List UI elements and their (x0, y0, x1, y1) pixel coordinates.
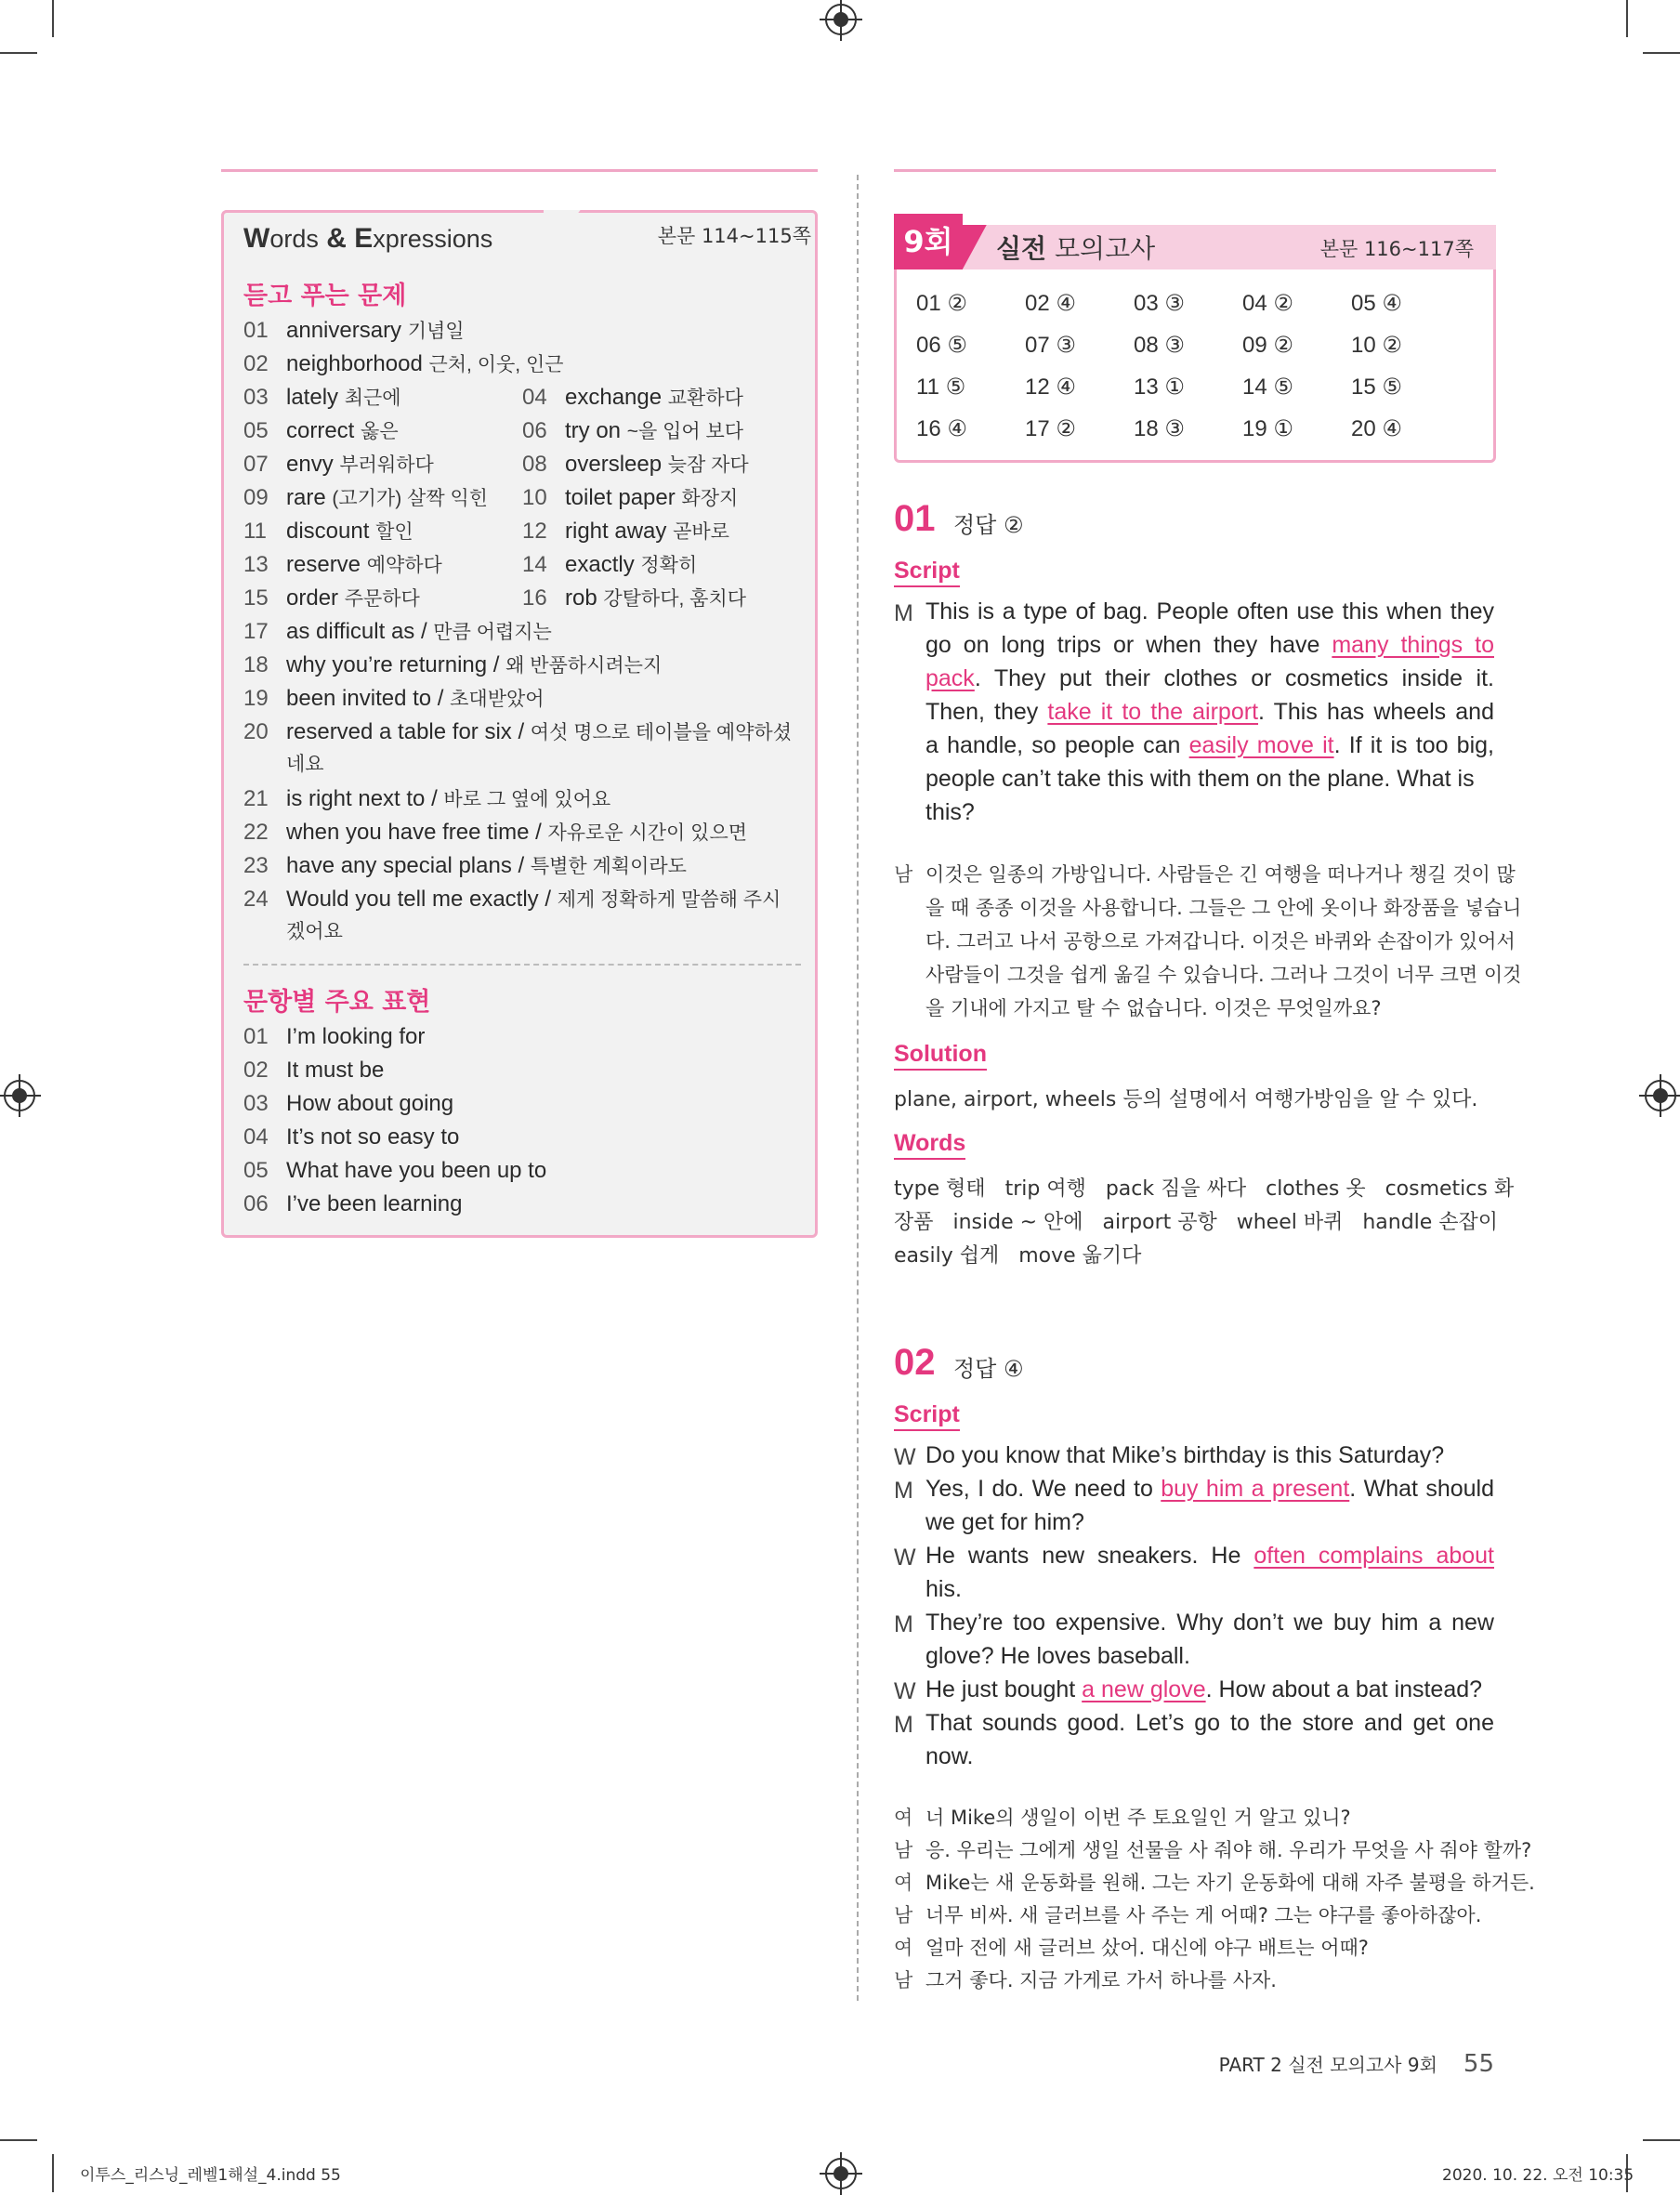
crop-mark (1643, 2139, 1680, 2141)
answer-item: 12 ④ (1025, 375, 1076, 400)
word-item-english: try on (565, 418, 622, 443)
script-text-segment: now. (925, 1743, 974, 1769)
answer-item: 15 ⑤ (1351, 375, 1402, 400)
script-text-segment: . How about a bat instead? (1205, 1676, 1483, 1702)
script-line (925, 729, 1494, 762)
word-item-number: 06 (522, 418, 547, 443)
top-rule (221, 169, 818, 172)
script-line (925, 628, 1494, 662)
highlighted-phrase: take it to the airport (1047, 699, 1259, 725)
korean-text: 얼마 전에 새 글러브 샀어. 대신에 야구 배트는 어때? (925, 1937, 1369, 1959)
word-item-number: 09 (243, 485, 269, 510)
speaker-label: W (894, 1544, 916, 1571)
answer-item: 01 ② (916, 291, 967, 316)
word-item-number: 08 (522, 452, 547, 477)
script-text-segment: . What should (1349, 1476, 1494, 1502)
word-item-korean: 옳은 (361, 421, 399, 442)
word-item-number: 11 (243, 519, 267, 544)
answer-box-title: 실전 모의고사 (996, 233, 1156, 264)
word-item-number: 19 (243, 686, 269, 711)
expression-item (243, 1058, 384, 1084)
print-slug-date: 2020. 10. 22. 오전 10:35 (1442, 2166, 1634, 2185)
expression-number: 03 (243, 1091, 269, 1116)
script-line (925, 762, 1494, 795)
answer-item: 19 ① (1242, 416, 1293, 441)
answer-item: 08 ③ (1134, 333, 1185, 358)
script-line (925, 662, 1494, 695)
speaker-label: M (894, 1478, 913, 1504)
word-item-korean: 제게 정확하게 말씀해 주시 (557, 889, 781, 911)
expression-number: 01 (243, 1024, 269, 1049)
word-item-number: 03 (243, 385, 269, 410)
expression-item (243, 1024, 425, 1050)
expression-item (243, 1124, 459, 1150)
badge-notch (963, 225, 987, 269)
expression-item (243, 1158, 546, 1184)
word-item-number: 22 (243, 820, 269, 845)
korean-line: 이것은 일종의 가방입니다. 사람들은 긴 여행을 떠나거나 챙길 것이 많 (925, 863, 1516, 886)
word-item-english: correct (286, 418, 355, 443)
word-item-korean: (고기가) 살짝 익힌 (332, 488, 489, 509)
script-text-segment: Do you know that Mike’s birthday is this Saturday? (925, 1442, 1445, 1468)
highlighted-phrase: a new glove (1082, 1676, 1206, 1702)
word-item-english: lately (286, 385, 339, 410)
word-item-korean: 교환하다 (667, 388, 743, 409)
section-title-expressions: 문항별 주요 표현 (243, 988, 431, 1017)
word-item-korean: 강탈하다, 훔치다 (603, 588, 747, 610)
script-line (925, 1472, 1494, 1505)
word-item (522, 416, 743, 444)
word-item-english: rob (565, 585, 597, 611)
korean-speaker-label: 남 (894, 1839, 913, 1861)
script-text-segment: . If it is too big, (1333, 732, 1494, 758)
korean-line: 을 기내에 가지고 탈 수 없습니다. 이것은 무엇일까요? (925, 997, 1382, 1019)
expression-text: It’s not so easy to (286, 1124, 460, 1150)
word-item-number: 13 (243, 552, 269, 577)
word-item-english: when you have free time / (286, 820, 548, 845)
word-item-english: discount (286, 519, 370, 544)
script-text-segment: Yes, I do. We need to (925, 1476, 1162, 1502)
korean-speaker-label: 남 (894, 1904, 913, 1926)
test-number-badge: 9회 (894, 214, 963, 269)
word-item (522, 483, 738, 511)
word-item-korean: 자유로운 시간이 있으면 (547, 822, 748, 844)
word-item-english: neighborhood (286, 351, 423, 376)
korean-speaker-label: 남 (894, 1969, 913, 1991)
words-line: type 형태 trip 여행 pack 짐을 싸다 clothes 옷 cosmetics 화 (894, 1177, 1515, 1201)
word-item (522, 450, 749, 478)
word-item-number: 01 (243, 318, 269, 343)
script-line (925, 1639, 1494, 1673)
answer-item: 07 ③ (1025, 333, 1076, 358)
registration-mark-icon (1645, 1080, 1676, 1111)
answer-item: 18 ③ (1134, 416, 1185, 441)
word-item (243, 885, 781, 913)
word-item-english: oversleep (565, 452, 663, 477)
page-footer: PART 2 실전 모의고사 9회 55 (1218, 2050, 1494, 2078)
word-item-korean: 특별한 계획이라도 (530, 856, 687, 877)
word-item-korean: 바로 그 옆에 있어요 (443, 789, 611, 810)
words-panel-tab-slant (544, 210, 581, 258)
question-answer: 정답 ④ (953, 1356, 1024, 1382)
section-title-listening: 듣고 푸는 문제 (243, 282, 407, 310)
question-answer: 정답 ② (953, 512, 1024, 538)
word-item-number: 05 (243, 418, 269, 443)
script-text-segment: That sounds good. Let’s go to the store and get one (925, 1710, 1494, 1736)
korean-line: 사람들이 그것을 쉽게 옮길 수 있습니다. 그러나 그것이 너무 크면 이것 (925, 964, 1522, 986)
word-item (243, 617, 552, 645)
word-item (522, 584, 746, 611)
korean-line (894, 1803, 1351, 1831)
word-item (243, 651, 662, 678)
word-item (243, 684, 545, 712)
word-item-number: 16 (522, 585, 547, 611)
word-item-number: 02 (243, 351, 269, 376)
expression-item (243, 1191, 462, 1217)
word-item-continuation (286, 916, 343, 944)
highlighted-phrase: buy him a present (1161, 1476, 1350, 1502)
korean-line (894, 1835, 1531, 1863)
word-item-english: as difficult as / (286, 619, 434, 644)
script-text-segment: . They put their clothes or cosmetics inside it. (974, 665, 1494, 691)
words-label: Words (894, 1130, 965, 1157)
answer-item: 20 ④ (1351, 416, 1402, 441)
script-line (925, 1740, 1494, 1773)
speaker-label: W (894, 1678, 916, 1704)
script-label: Script (894, 558, 960, 585)
word-item-english: is right next to / (286, 786, 444, 811)
words-panel-page-ref: 본문 114~115쪽 (657, 225, 811, 247)
speaker-label: W (894, 1444, 916, 1470)
word-item-english: Would you tell me exactly / (286, 887, 558, 912)
korean-line (894, 1868, 1535, 1896)
script-line (925, 1673, 1494, 1706)
word-item (243, 316, 465, 344)
word-item-english: reserve (286, 552, 361, 577)
word-item (243, 584, 420, 611)
script-text-segment: He wants new sneakers. He (925, 1543, 1254, 1569)
answer-item: 03 ③ (1134, 291, 1185, 316)
word-item-korean: 화장지 (681, 488, 739, 509)
script-line (925, 1572, 1494, 1606)
speaker-label: M (894, 1712, 913, 1738)
script-text-segment: Then, they (925, 699, 1048, 725)
script-line (925, 1706, 1494, 1740)
word-item-korean: 늦잠 자다 (667, 454, 749, 476)
page-number: 55 (1463, 2050, 1494, 2078)
word-item-korean: 기념일 (407, 321, 465, 342)
expression-item (243, 1091, 453, 1117)
script-line (925, 795, 1494, 829)
word-item-number: 18 (243, 652, 269, 677)
word-item (243, 349, 564, 377)
korean-text: 너 Mike의 생일이 이번 주 토요일인 거 알고 있니? (925, 1807, 1351, 1829)
highlighted-phrase: pack (925, 665, 975, 691)
script-line (925, 1439, 1494, 1472)
word-item-english: why you’re returning / (286, 652, 506, 677)
answer-item: 02 ④ (1025, 291, 1076, 316)
word-item (243, 483, 488, 511)
script-text-segment: go on long trips or when they have (925, 632, 1332, 658)
korean-line (894, 1900, 1481, 1928)
word-item (522, 550, 697, 578)
script-text-segment: this? (925, 799, 975, 825)
korean-speaker-label: 여 (894, 1937, 913, 1959)
word-item-continuation (286, 749, 324, 777)
korean-speaker-label: 남 (894, 863, 913, 886)
answer-item: 09 ② (1242, 333, 1293, 358)
word-item-english: order (286, 585, 339, 611)
script-text-segment: a handle, so people can (925, 732, 1189, 758)
word-item-number: 07 (243, 452, 269, 477)
word-item-number: 04 (522, 385, 547, 410)
word-item-korean: 겠어요 (286, 921, 343, 942)
answer-item: 04 ② (1242, 291, 1293, 316)
highlighted-phrase: many things to (1332, 632, 1494, 658)
korean-line: 을 때 종종 이것을 사용합니다. 그들은 그 안에 옷이나 화장품을 넣습니 (925, 897, 1522, 919)
word-item-korean: 주문하다 (344, 588, 420, 610)
answer-item: 16 ④ (916, 416, 967, 441)
word-item (522, 517, 729, 545)
korean-line: 다. 그러고 나서 공항으로 가져갑니다. 이것은 바퀴와 손잡이가 있어서 (925, 930, 1516, 953)
word-item-number: 20 (243, 719, 269, 744)
word-item (522, 383, 743, 411)
script-line (925, 595, 1494, 628)
word-item-korean: 네요 (286, 754, 324, 775)
korean-speaker-label: 여 (894, 1872, 913, 1894)
korean-text: 너무 비싸. 새 글러브를 사 주는 게 어때? 그는 야구를 좋아하잖아. (925, 1904, 1482, 1926)
word-item (243, 450, 434, 478)
words-line: easily 쉽게 move 옮기다 (894, 1244, 1142, 1268)
expression-text: It must be (286, 1058, 385, 1083)
word-item (243, 550, 442, 578)
expression-text: What have you been up to (286, 1158, 547, 1183)
expression-number: 04 (243, 1124, 269, 1150)
korean-speaker-label: 여 (894, 1807, 913, 1829)
korean-line (894, 1933, 1369, 1961)
answer-item: 06 ⑤ (916, 333, 967, 358)
registration-mark-icon (825, 2158, 857, 2189)
word-item-number: 14 (522, 552, 547, 577)
speaker-label: M (894, 600, 913, 626)
word-item-number: 17 (243, 619, 269, 644)
script-line (925, 695, 1494, 729)
word-item-number: 23 (243, 853, 269, 878)
korean-line (894, 1965, 1277, 1993)
script-text-segment: glove? He loves baseball. (925, 1643, 1190, 1669)
korean-text: 그거 좋다. 지금 가게로 가서 하나를 사자. (925, 1969, 1277, 1991)
answer-item: 05 ④ (1351, 291, 1402, 316)
script-text-segment: He just bought (925, 1676, 1083, 1702)
word-item-english: rare (286, 485, 326, 510)
word-item-english: reserved a table for six / (286, 719, 531, 744)
korean-text: Mike는 새 운동화를 원해. 그는 자기 운동화에 대해 자주 불평을 하거든. (925, 1872, 1535, 1894)
word-item-korean: 예약하다 (366, 555, 442, 576)
word-item-english: envy (286, 452, 334, 477)
highlighted-phrase: easily move it (1188, 732, 1334, 758)
script-label: Script (894, 1401, 960, 1428)
answer-item: 14 ⑤ (1242, 375, 1293, 400)
word-item-english: anniversary (286, 318, 402, 343)
script-text-segment: people can’t take this with them on the plane. What is (925, 766, 1475, 792)
word-item-korean: 부러워하다 (339, 454, 434, 476)
korean-text: 응. 우리는 그에게 생일 선물을 사 줘야 해. 우리가 무엇을 사 줘야 할까? (925, 1839, 1532, 1861)
word-item-korean: 여섯 명으로 테이블을 예약하셨 (530, 722, 793, 743)
word-item-number: 24 (243, 887, 269, 912)
script-text-segment: . This has wheels and (1258, 699, 1494, 725)
word-item-korean: 근처, 이웃, 인근 (428, 354, 564, 375)
solution-label: Solution (894, 1041, 987, 1068)
word-item-korean: 곧바로 (673, 521, 729, 543)
word-item (243, 383, 401, 411)
word-item-english: been invited to / (286, 686, 451, 711)
crop-mark (1643, 52, 1680, 54)
script-line (925, 1505, 1494, 1539)
word-item-english: right away (565, 519, 667, 544)
word-item-korean: 초대받았어 (450, 689, 545, 710)
print-slug-file: 이투스_리스닝_레벨1해설_4.indd 55 (80, 2166, 341, 2185)
registration-mark-icon (825, 4, 857, 35)
word-item (243, 517, 413, 545)
word-item-number: 15 (243, 585, 269, 611)
expression-number: 05 (243, 1158, 269, 1183)
word-item (243, 784, 610, 812)
crop-mark (0, 52, 37, 54)
word-item (243, 818, 747, 846)
answer-box-page-ref: 본문 116~117쪽 (1319, 238, 1474, 260)
word-item (243, 851, 687, 879)
words-line: 장품 inside ~ 안에 airport 공항 wheel 바퀴 handle 손잡이 (894, 1211, 1499, 1234)
solution-text: plane, airport, wheels 등의 설명에서 여행가방임을 알 수 있다. (894, 1088, 1478, 1111)
expression-text: How about going (286, 1091, 454, 1116)
script-text-segment: They’re too expensive. Why don’t we buy him a new (925, 1610, 1494, 1636)
expression-number: 06 (243, 1191, 269, 1216)
column-divider (857, 175, 859, 2001)
words-panel-title: Words & Expressions (243, 223, 493, 254)
expression-number: 02 (243, 1058, 269, 1083)
word-item-korean: 만큼 어렵지는 (433, 622, 552, 643)
question-number: 02 (894, 1342, 936, 1383)
script-line (925, 1606, 1494, 1639)
expression-text: I’m looking for (286, 1024, 426, 1049)
answer-item: 10 ② (1351, 333, 1402, 358)
word-item-english: toilet paper (565, 485, 676, 510)
highlighted-phrase: often complains about (1253, 1543, 1495, 1569)
word-item-number: 21 (243, 786, 269, 811)
answer-item: 11 ⑤ (916, 375, 966, 400)
speaker-label: M (894, 1611, 913, 1637)
script-text-segment: we get for him? (925, 1509, 1084, 1535)
crop-mark (1626, 0, 1628, 37)
word-item (243, 416, 399, 444)
section-separator (243, 964, 801, 966)
word-item-english: exactly (565, 552, 635, 577)
word-item-korean: 정확히 (640, 555, 698, 576)
script-line (925, 1539, 1494, 1572)
crop-mark (52, 2154, 54, 2192)
word-item-korean: 할인 (375, 521, 413, 543)
word-item-english: exchange (565, 385, 663, 410)
word-item-number: 12 (522, 519, 547, 544)
registration-mark-icon (4, 1080, 35, 1111)
word-item-korean: 왜 반품하시려는지 (505, 655, 663, 677)
script-text-segment: This is a type of bag. People often use this when they (925, 598, 1494, 624)
word-item (243, 717, 792, 745)
word-item-english: have any special plans / (286, 853, 531, 878)
top-rule (894, 169, 1496, 172)
script-text-segment: his. (925, 1576, 962, 1602)
crop-mark (52, 0, 54, 37)
word-item-korean: ~을 입어 보다 (626, 421, 744, 442)
word-item-number: 10 (522, 485, 547, 510)
answer-item: 13 ① (1134, 375, 1185, 400)
question-number: 01 (894, 498, 936, 539)
word-item-korean: 최근에 (344, 388, 401, 409)
expression-text: I’ve been learning (286, 1191, 463, 1216)
crop-mark (0, 2139, 37, 2141)
answer-item: 17 ② (1025, 416, 1076, 441)
